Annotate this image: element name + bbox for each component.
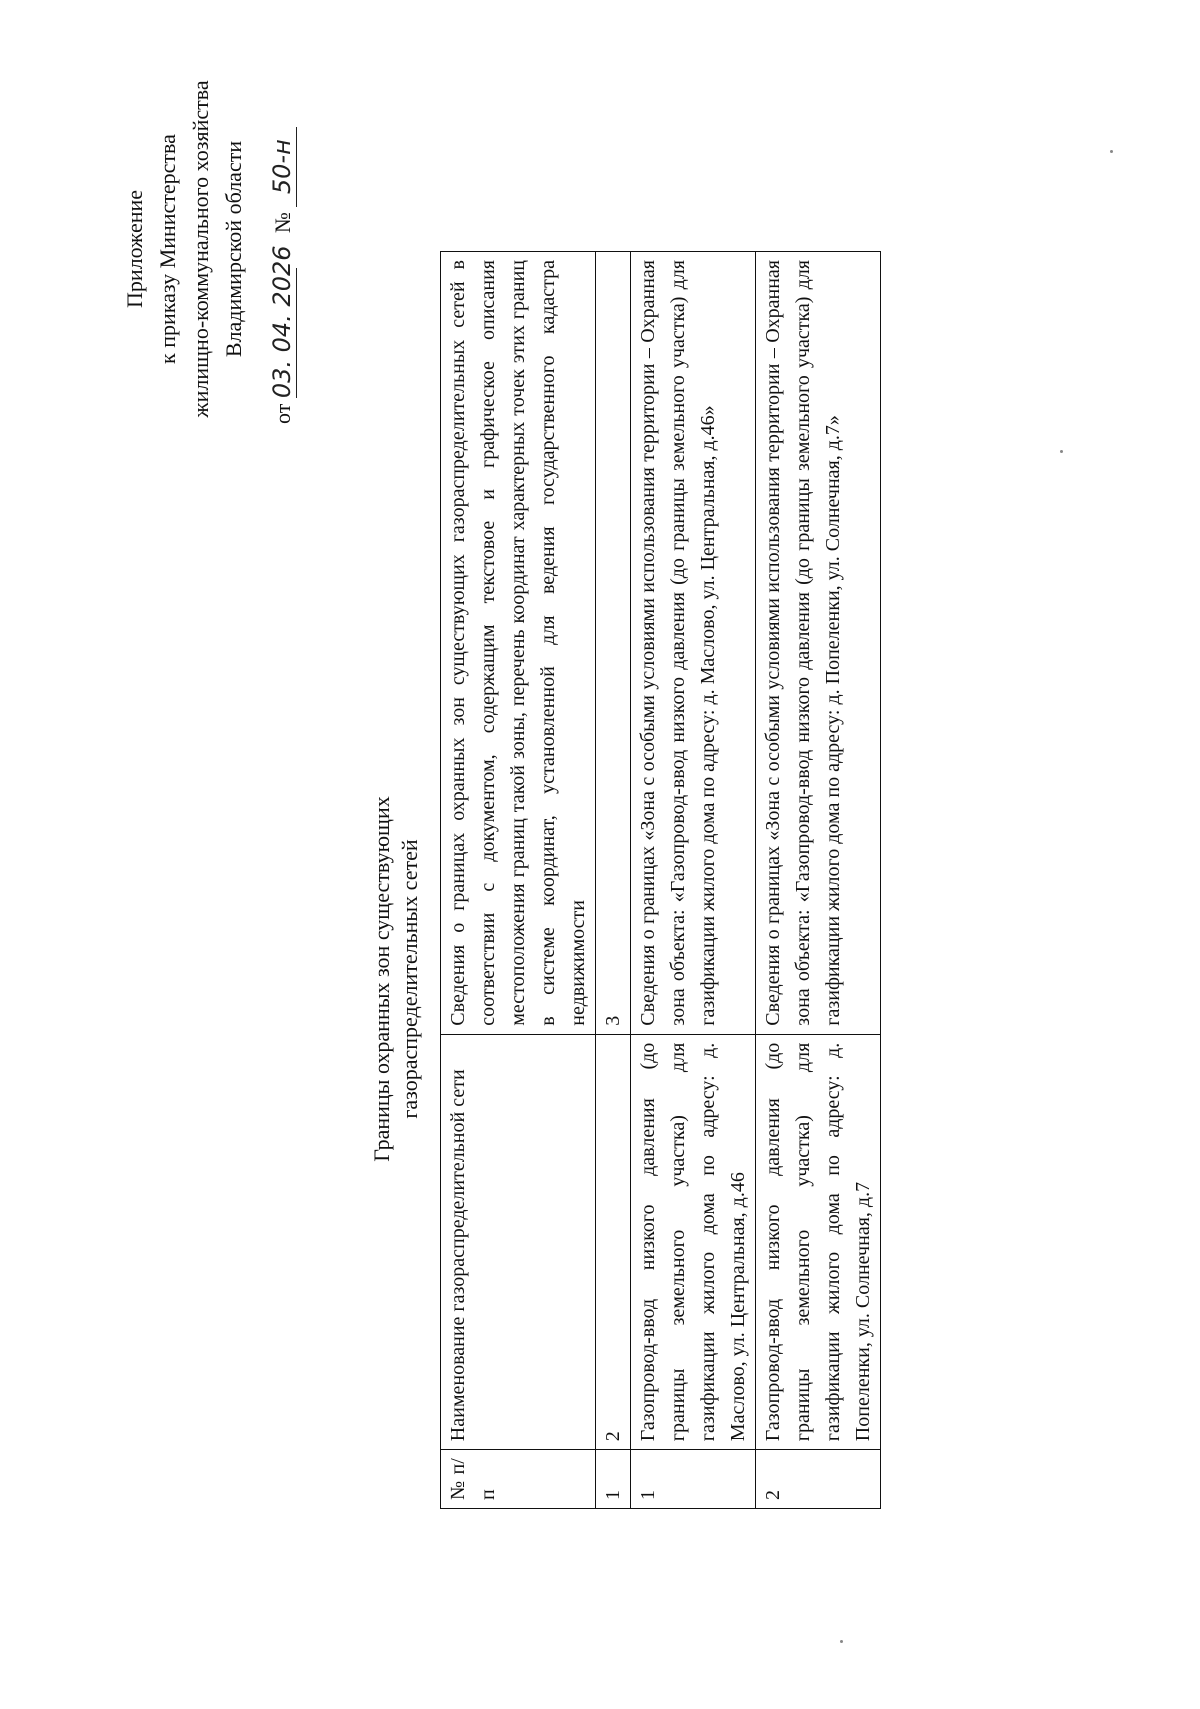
number-label: № [270, 212, 295, 234]
order-date: 03. 04. 2026 [268, 245, 296, 399]
title-line-2: газораспределительных сетей [397, 839, 422, 1119]
row-num: 1 [631, 1450, 756, 1509]
title-line-1: Границы охранных зон существующих [369, 796, 394, 1162]
header-name: Наименование газораспределительной сети [441, 1034, 596, 1449]
document-title [368, 719, 424, 1239]
appendix-line-4: Владимирской области [221, 140, 246, 358]
table-row [756, 252, 881, 1509]
table-row [631, 252, 756, 1509]
table-header-row [441, 252, 596, 1509]
order-number: 50-н [268, 139, 296, 195]
order-date-number [268, 24, 297, 424]
row-name: Газопровод-ввод низкого давления (до границы земельного участка) для газификации жилого дома по адресу: д. Попеленки, ул. Солнечная, д.7 [756, 1034, 881, 1449]
column-number: 1 [596, 1450, 631, 1509]
column-number: 2 [596, 1034, 631, 1449]
column-numbers-row [596, 252, 631, 1509]
column-number: 3 [596, 252, 631, 1035]
from-label: от [270, 403, 295, 424]
zones-table [440, 251, 881, 1509]
appendix-line-2: к приказу Министерства [155, 134, 180, 364]
appendix-line-3: жилищно-коммунального хозяйства [188, 80, 213, 418]
row-info: Сведения о границах «Зона с особыми условиями использования территории – Охранная зона объекта: «Газопровод-ввод низкого давления (до границы земельного участка) для газификации жилого дома по адресу: д. Маслово, ул. Центральная, д.46» [631, 252, 756, 1035]
row-info: Сведения о границах «Зона с особыми условиями использования территории – Охранная зона объекта: «Газопровод-ввод низкого давления (до границы земельного участка) для газификации жилого дома по адресу: д. Попеленки, ул. Солнечная, д.7» [756, 252, 881, 1035]
header-num: № п/п [441, 1450, 596, 1509]
appendix-label: Приложение [122, 189, 147, 309]
scan-speck [1060, 450, 1063, 453]
appendix-header [118, 79, 250, 419]
header-info: Сведения о границах охранных зон существующих газораспределительных сетей в соответствии с документом, содержащим текстовое и графическое описания местоположения границ такой зоны, перечень координат характерных точек этих границ в системе координат, установленной для ведения государственного кадастра недвижимости [441, 252, 596, 1035]
row-num: 2 [756, 1450, 881, 1509]
scan-speck [1110, 150, 1113, 153]
row-name: Газопровод-ввод низкого давления (до границы земельного участка) для газификации жилого дома по адресу: д. Маслово, ул. Центральная, д.46 [631, 1034, 756, 1449]
scan-speck [840, 1640, 843, 1643]
